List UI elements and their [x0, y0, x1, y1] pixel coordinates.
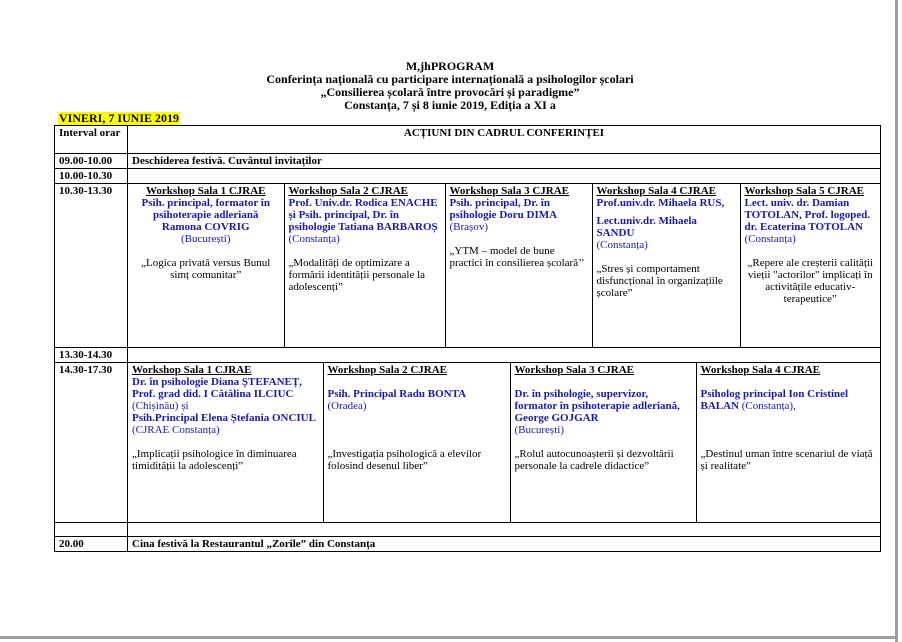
row-time: 09.00-10.00 — [55, 154, 128, 169]
workshop-topic: „Rolul autocunoașterii și dezvoltării personale la cadrele didactice” — [514, 448, 674, 472]
workshop-cell: Workshop Sala 3 CJRAE Dr. în psihologie, supervizor, formator în psihoterapie adleriană, George GOJGAR (București) „Rolul autocunoașterii și dezvoltării personale la cadrele didactice” — [510, 363, 696, 522]
workshop-cell: Workshop Sala 5 CJRAE Lect. univ. dr. Damian TOTOLAN, Prof. logoped. dr. Ecaterina TOTOLAN (Constanța) „Repere ale creșterii calității vieții "actorilor" implicați în activitățile educativ-terapeutice” — [740, 184, 880, 347]
table-row — [55, 184, 881, 348]
program-title: M,jhPROGRAM — [405, 59, 495, 73]
workshop-speaker: Lect. univ. dr. Damian TOTOLAN, Prof. logoped. dr. Ecaterina TOTOLAN — [744, 197, 871, 233]
row-text — [128, 169, 881, 184]
workshop-topic: „Logica privată versus Bunul simț comunitar” — [141, 257, 271, 281]
workshop-speaker: Dr. în psihologie Diana ȘTEFANEȚ, Prof. grad did. I Cătălina ILCIUC (Chișinău) și — [132, 376, 302, 412]
header-interval: Interval orar — [55, 126, 128, 154]
workshop-speaker-2: Lect.univ.dr. Mihaela SANDU — [596, 215, 697, 239]
workshop-topic: „Investigația psihologică a elevilor folosind desenul liber” — [327, 448, 482, 472]
row-time: 20.00 — [55, 537, 128, 552]
row-time: 10.00-10.30 — [55, 169, 128, 184]
morning-workshop-grid — [128, 184, 880, 347]
afternoon-workshop-grid — [128, 363, 880, 522]
workshop-cell: Workshop Sala 3 CJRAE Psih. principal, Dr. în psihologie Doru DIMA (Brașov) „YTM – model de bune practici în consilierea școlară’’ — [445, 184, 592, 347]
row-text — [128, 348, 881, 363]
schedule-table — [54, 125, 881, 552]
workshop-topic: „Destinul uman între scenariul de viață și realitate” — [700, 448, 873, 472]
workshop-speaker: Psih. principal, formator în psihoterapie adleriană Ramona COVRIG — [141, 197, 270, 233]
workshop-speaker: Psiholog principal Ion Cristinel BALAN (Constanța), — [700, 388, 849, 412]
workshop-speaker: Dr. în psihologie, supervizor, formator în psihoterapie adleriană, George GOJGAR — [514, 388, 680, 424]
day-label: VINERI, 7 IUNIE 2019 — [59, 111, 180, 125]
workshop-topic: „Modalități de optimizare a formării identității personale la adolescenți” — [288, 257, 426, 293]
workshop-cell: Workshop Sala 1 CJRAE Psih. principal, formator în psihoterapie adleriană Ramona COVRIG (București) „Logica privată versus Bunul simț comunitar” — [128, 184, 284, 347]
table-row — [55, 523, 881, 537]
conference-location: Constanța, 7 și 8 iunie 2019, Ediția a XI a — [344, 98, 556, 112]
row-text — [128, 523, 881, 537]
workshop-cell: Workshop Sala 4 CJRAE Psiholog principal Ion Cristinel BALAN (Constanța), „Destinul uman între scenariul de viață și realitate” — [696, 363, 880, 522]
morning-workshops — [128, 184, 881, 348]
conference-name: Conferința națională cu participare internațională a psihologilor școlari — [266, 72, 634, 86]
workshop-speaker: Prof.univ.dr. Mihaela RUS, — [596, 197, 725, 209]
row-text: Cina festivă la Restaurantul „Zorile” din Constanța — [128, 537, 881, 552]
workshop-topic: „Implicații psihologice în diminuarea timidității la adolescenți” — [132, 448, 297, 472]
row-time: 14.30-17.30 — [55, 363, 128, 523]
table-row — [55, 154, 881, 169]
table-row — [55, 537, 881, 552]
afternoon-workshops — [128, 363, 881, 523]
workshop-topic: „Stres și comportament disfuncțional în organizațiile școlare” — [596, 263, 723, 299]
table-header-row — [55, 126, 881, 154]
row-time: 10.30-13.30 — [55, 184, 128, 348]
table-row — [55, 348, 881, 363]
header-actions: ACȚIUNI DIN CADRUL CONFERINȚEI — [128, 126, 881, 154]
workshop-speaker: Prof. Univ.dr. Rodica ENACHE și Psih. principal, Dr. în psihologie Tatiana BARBAROȘ — [288, 197, 438, 233]
row-text: Deschiderea festivă. Cuvântul invitaților — [128, 154, 881, 169]
workshop-speaker: Psih. principal, Dr. în psihologie Doru DIMA — [449, 197, 558, 221]
workshop-cell: Workshop Sala 4 CJRAE Prof.univ.dr. Mihaela RUS, Lect.univ.dr. Mihaela SANDU (Constanța) „Stres și comportament disfuncțional în organizațiile școlare” — [592, 184, 740, 347]
workshop-topic: „YTM – model de bune practici în consilierea școlară’’ — [449, 245, 585, 269]
window-frame-right — [895, 0, 898, 642]
window-frame-bottom — [0, 636, 898, 639]
workshop-topic: „Repere ale creșterii calității vieții "actorilor" implicați în activitățile educativ-terapeutice” — [747, 257, 873, 305]
workshop-cell: Workshop Sala 1 CJRAE Dr. în psihologie Diana ȘTEFANEȚ, Prof. grad did. I Cătălina ILCIUC (Chișinău) și Psih.Principal Elena Ștefania ONCIUL (CJRAE Constanța) „Implicații psihologice în diminuarea timidității la adolescenți” — [128, 363, 323, 522]
document-header — [150, 60, 750, 112]
conference-theme: „Consilierea școlară între provocări și paradigme” — [320, 85, 580, 99]
table-row — [55, 363, 881, 523]
workshop-cell: Workshop Sala 2 CJRAE Psih. Principal Radu BONTA (Oradea) „Investigația psihologică a elevilor folosind desenul liber” — [323, 363, 510, 522]
workshop-speaker-2: Psih.Principal Elena Ștefania ONCIUL (CJRAE Constanța) — [132, 412, 316, 436]
row-time: 13.30-14.30 — [55, 348, 128, 363]
table-row — [55, 169, 881, 184]
workshop-speaker: Psih. Principal Radu BONTA — [327, 388, 467, 400]
workshop-cell: Workshop Sala 2 CJRAE Prof. Univ.dr. Rodica ENACHE și Psih. principal, Dr. în psihologie Tatiana BARBAROȘ (Constanța) „Modalități de optimizare a formării identității personale la adolescenți” — [284, 184, 445, 347]
row-time — [55, 523, 128, 537]
